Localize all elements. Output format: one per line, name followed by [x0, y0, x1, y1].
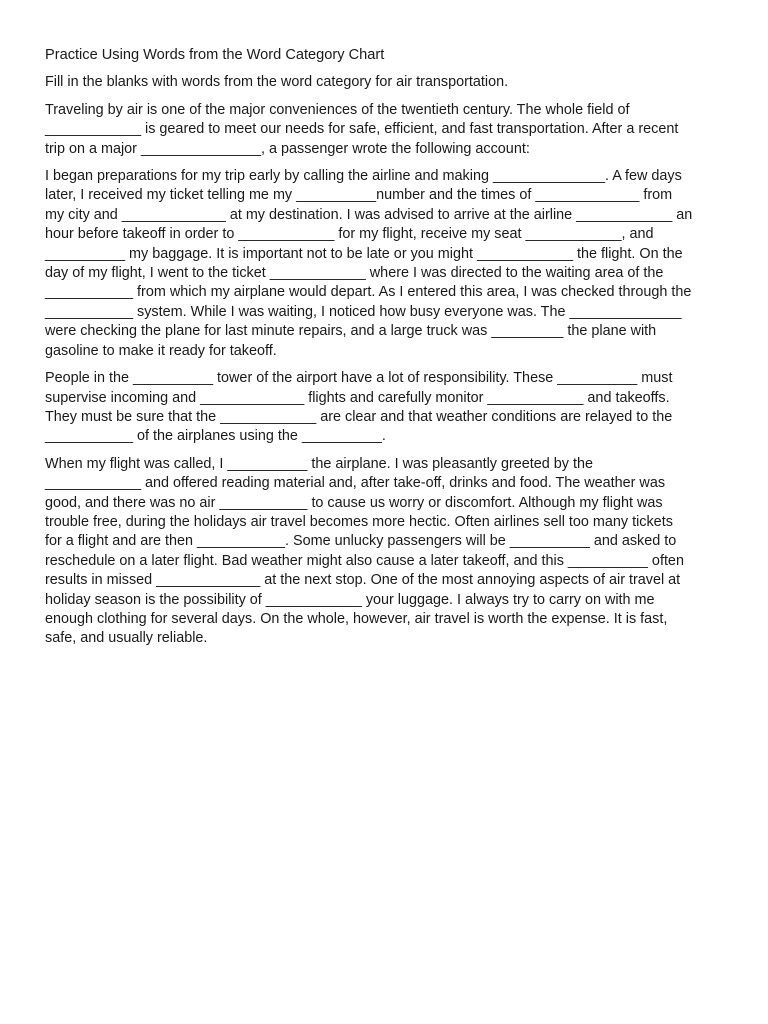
text-line: ____________ and offered reading material and, after take-off, drinks and food. The weather was [45, 475, 666, 492]
paragraph-3 [45, 369, 728, 447]
text-line: safe, and usually reliable. [45, 630, 208, 647]
text-line: They must be sure that the ____________ are clear and that weather conditions are relayed to the [45, 408, 673, 425]
text-line: trouble free, during the holidays air travel becomes more hectic. Often airlines sell too many tickets [45, 513, 673, 530]
text-line: trip on a major _______________, a passenger wrote the following account: [45, 140, 530, 157]
text-line: enough clothing for several days. On the whole, however, air travel is worth the expense. It is fast, [45, 610, 668, 627]
text-line: ___________ from which my airplane would depart. As I entered this area, I was checked through the [45, 284, 692, 301]
text-line: results in missed _____________ at the next stop. One of the most annoying aspects of air travel at [45, 572, 681, 589]
text-line: day of my flight, I went to the ticket ____________ where I was directed to the waiting area of the [45, 265, 664, 282]
text-line: for a flight and are then ___________. Some unlucky passengers will be __________ and asked to [45, 533, 677, 550]
text-line: my city and _____________ at my destination. I was advised to arrive at the airline ____________ an [45, 206, 693, 223]
text-line: hour before takeoff in order to ____________ for my flight, receive my seat ____________, and [45, 226, 654, 243]
text-line: holiday season is the possibility of ____________ your luggage. I always try to carry on with me [45, 591, 655, 608]
instructions: Fill in the blanks with words from the word category for air transportation. [45, 74, 509, 91]
paragraph-1 [45, 101, 728, 159]
text-line: later, I received my ticket telling me my __________number and the times of _____________ from [45, 187, 673, 204]
text-line: I began preparations for my trip early by calling the airline and making ______________. A few days [45, 168, 682, 185]
text-line: __________ my baggage. It is important not to be late or you might ____________ the flight. On the [45, 245, 683, 262]
paragraph-4 [45, 455, 728, 649]
text-line: People in the __________ tower of the airport have a lot of responsibility. These __________ must [45, 370, 673, 387]
text-line: When my flight was called, I __________ the airplane. I was pleasantly greeted by the [45, 455, 593, 472]
text-line: supervise incoming and _____________ flights and carefully monitor ____________ and takeoffs. [45, 389, 670, 406]
text-line: Traveling by air is one of the major conveniences of the twentieth century. The whole field of [45, 101, 630, 118]
text-line: ___________ of the airplanes using the __________. [45, 428, 386, 445]
paragraph-2 [45, 167, 728, 361]
passage [45, 101, 728, 649]
text-line: ____________ is geared to meet our needs for safe, efficient, and fast transportation. After a recent [45, 121, 679, 138]
worksheet-title: Practice Using Words from the Word Category Chart [45, 47, 385, 63]
text-line: good, and there was no air ___________ to cause us worry or discomfort. Although my flight was [45, 494, 663, 511]
text-line: were checking the plane for last minute repairs, and a large truck was _________ the plane with [45, 323, 657, 340]
text-line: gasoline to make it ready for takeoff. [45, 342, 277, 359]
text-line: ___________ system. While I was waiting, I noticed how busy everyone was. The ______________ [45, 303, 682, 320]
text-line: reschedule on a later flight. Bad weather might also cause a later takeoff, and this __________ often [45, 552, 684, 569]
